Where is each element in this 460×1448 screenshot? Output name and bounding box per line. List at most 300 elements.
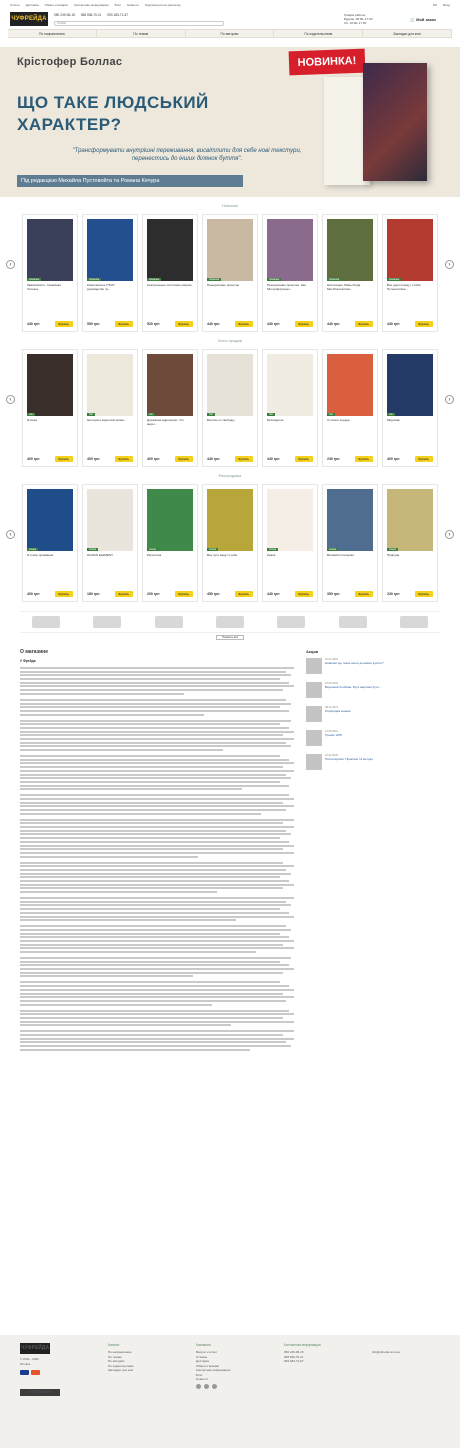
promo-link[interactable]: Психотерапія. Практики та методи: [325, 756, 373, 761]
top-link[interactable]: Новости: [127, 2, 139, 7]
top-link[interactable]: Обмен и возврат: [44, 2, 69, 7]
banner-editors: Під редакцією Михайла Пустовойта та Романа Кечура: [17, 175, 243, 187]
text-line: [20, 685, 294, 687]
product-card[interactable]: [142, 349, 198, 467]
buy-button[interactable]: Купить: [235, 591, 253, 597]
product-price: 400 грн: [147, 457, 160, 461]
product-card[interactable]: [202, 484, 258, 602]
top-link[interactable]: Подписаться на рассылку: [144, 2, 181, 7]
text-line: [20, 809, 286, 811]
text-paragraph: [20, 957, 294, 977]
carousel-prev-button[interactable]: ‹: [6, 530, 15, 539]
buy-button[interactable]: Купить: [295, 321, 313, 327]
carousel-prev-button[interactable]: ‹: [6, 260, 15, 269]
promo-thumbnail[interactable]: [306, 730, 322, 746]
text-line: [20, 972, 283, 974]
phone-2[interactable]: 068 536-70-11: [80, 12, 102, 17]
footer-company: [196, 1343, 264, 1440]
text-line: [20, 947, 294, 949]
product-tag: Хит: [29, 413, 34, 416]
text-paragraph: [20, 925, 294, 953]
brand-logo[interactable]: [93, 616, 121, 628]
schedule-sat: Сб: 10:00–17:00: [344, 21, 367, 25]
text-line: [20, 826, 294, 828]
text-line: [20, 887, 283, 889]
promo-link[interactable]: Розпродаж книжок: [325, 708, 351, 713]
footer: [0, 1335, 460, 1448]
text-line: [20, 703, 291, 705]
footer-link[interactable]: По направлению: [108, 1350, 132, 1354]
product-card[interactable]: [322, 484, 378, 602]
text-line: [20, 742, 286, 744]
product-price: 350 грн: [327, 592, 340, 596]
book-cover[interactable]: [387, 354, 433, 416]
product-title[interactable]: Настоящие Тайны Рода. Метаболические...: [327, 284, 362, 291]
book-cover[interactable]: [387, 219, 433, 281]
text-line: [20, 710, 289, 712]
promo-item[interactable]: [306, 658, 440, 674]
buy-button[interactable]: Купить: [295, 591, 313, 597]
text-line: [20, 869, 286, 871]
banner-author: Крістофер Боллас: [17, 56, 123, 68]
hero-banner[interactable]: [0, 47, 460, 197]
text-line: [20, 678, 280, 680]
promo-thumbnail[interactable]: [306, 682, 322, 698]
buy-button[interactable]: Купить: [175, 321, 193, 327]
text-line: [20, 802, 283, 804]
schedule-title: График работы:: [344, 13, 367, 17]
product-price: 440 грн: [267, 457, 280, 461]
product-card[interactable]: [202, 349, 258, 467]
product-card[interactable]: [262, 484, 318, 602]
product-card[interactable]: [202, 214, 258, 332]
buy-button[interactable]: Купить: [415, 456, 433, 462]
book-cover[interactable]: [27, 219, 73, 281]
product-card[interactable]: [82, 214, 138, 332]
product-bottom: [387, 321, 433, 327]
product-bottom: [267, 456, 313, 462]
carousel-next-button[interactable]: ›: [445, 530, 454, 539]
product-card[interactable]: [142, 484, 198, 602]
text-line: [20, 723, 280, 725]
text-line: [20, 884, 294, 886]
product-bottom: [27, 591, 73, 597]
text-line: [20, 944, 283, 946]
buy-button[interactable]: Купить: [415, 591, 433, 597]
product-card[interactable]: [22, 349, 78, 467]
text-paragraph: [20, 667, 294, 695]
product-title[interactable]: От всего сердца: [327, 419, 350, 422]
product-title[interactable]: HUMAN ELEMENT: [87, 554, 114, 557]
product-price: 440 грн: [207, 457, 220, 461]
product-bottom: [327, 321, 373, 327]
footer-link[interactable]: По авторам: [108, 1359, 125, 1363]
text-line: [20, 830, 286, 832]
brands-strip: [20, 611, 440, 633]
book-cover[interactable]: [87, 489, 133, 551]
text-line: [20, 1034, 283, 1036]
promo-thumbnail[interactable]: [306, 706, 322, 722]
promo-text: [325, 754, 373, 770]
text-line: [20, 936, 289, 938]
product-price: 230 грн: [387, 592, 400, 596]
product-tag: Хит: [269, 413, 274, 416]
buy-button[interactable]: Купить: [355, 456, 373, 462]
product-price: 440 грн: [387, 322, 400, 326]
brand-logo[interactable]: [32, 616, 60, 628]
product-title[interactable]: Комплексное ПТСР: руководство по...: [87, 284, 116, 291]
promo-item[interactable]: [306, 730, 440, 746]
footer-link[interactable]: Новости: [196, 1377, 208, 1381]
promo-date: 01.01.2023: [325, 658, 338, 661]
product-title[interactable]: Природа: [387, 554, 400, 557]
buy-button[interactable]: Купить: [55, 591, 73, 597]
product-tag: Акция: [149, 548, 157, 551]
product-card[interactable]: [22, 484, 78, 602]
promo-item[interactable]: [306, 682, 440, 698]
buy-button[interactable]: Купить: [55, 456, 73, 462]
product-price: 440 грн: [27, 322, 40, 326]
product-tag: Хит: [89, 413, 94, 416]
product-card[interactable]: [82, 349, 138, 467]
footer-link[interactable]: Обмен и возврат: [196, 1363, 220, 1368]
text-paragraph: [20, 1030, 294, 1050]
text-paragraph: [20, 897, 294, 921]
text-line: [20, 749, 223, 751]
text-line: [20, 912, 289, 914]
book-cover[interactable]: [87, 354, 133, 416]
promo-date: 08.12.2021: [325, 706, 338, 709]
product-card[interactable]: [82, 484, 138, 602]
footer-logo[interactable]: ЧУФРЕЙДА: [20, 1343, 50, 1354]
text-line: [20, 1045, 291, 1047]
book-cover[interactable]: [327, 354, 373, 416]
product-card[interactable]: [382, 349, 438, 467]
text-line: [20, 682, 289, 684]
text-line: [20, 813, 261, 815]
footer-link[interactable]: По издательствам: [108, 1363, 134, 1368]
book-cover[interactable]: [387, 489, 433, 551]
book-cover[interactable]: [207, 489, 253, 551]
buy-button[interactable]: Купить: [175, 456, 193, 462]
footer-link[interactable]: 068 536-70-11: [284, 1354, 304, 1359]
brand-logo[interactable]: [400, 616, 428, 628]
footer-brand: [20, 1343, 88, 1440]
text-line: [20, 706, 280, 708]
text-line: [20, 833, 291, 835]
buy-button[interactable]: Купить: [115, 456, 133, 462]
top-link[interactable]: Статьи: [10, 2, 20, 7]
footer-link[interactable]: 093 183-71-67: [284, 1359, 304, 1363]
text-line: [20, 837, 280, 839]
carousel-prev-button[interactable]: ‹: [6, 395, 15, 404]
footer-link[interactable]: Отзывы: [196, 1354, 207, 1359]
text-line: [20, 985, 289, 987]
text-line: [20, 777, 291, 779]
buy-button[interactable]: Купить: [115, 591, 133, 597]
product-bottom: [207, 456, 253, 462]
footer-link[interactable]: Блог: [196, 1372, 203, 1377]
buy-button[interactable]: Купить: [295, 456, 313, 462]
product-card[interactable]: [322, 349, 378, 467]
brand-logo[interactable]: [339, 616, 367, 628]
text-line: [20, 805, 294, 807]
promo-thumbnail[interactable]: [306, 754, 322, 770]
instagram-icon[interactable]: [204, 1384, 209, 1389]
product-price: 440 грн: [327, 322, 340, 326]
product-title[interactable]: Сексуальные состояния разума: [147, 284, 192, 287]
text-line: [20, 940, 294, 942]
product-tag: Новинка: [329, 278, 340, 281]
schedule-weekdays: Будние: 09:00–17:00: [344, 17, 373, 21]
product-title[interactable]: Все дороги ведут к себе. Путешествие...: [387, 284, 422, 291]
product-card[interactable]: [382, 214, 438, 332]
text-line: [20, 770, 294, 772]
product-carousel: [9, 349, 451, 467]
product-price: 400 грн: [27, 592, 40, 596]
promo-item[interactable]: [306, 754, 440, 770]
buy-button[interactable]: Купить: [235, 456, 253, 462]
article-subtitle: У Фрейда: [20, 659, 36, 663]
text-line: [20, 951, 256, 953]
nav-item[interactable]: По направлению: [8, 30, 97, 37]
text-line: [20, 1024, 231, 1026]
product-price: 440 грн: [267, 322, 280, 326]
text-line: [20, 699, 286, 701]
login-link[interactable]: Вход: [443, 2, 450, 7]
brand-logo[interactable]: [277, 616, 305, 628]
product-title[interactable]: Я и мое призвание: [27, 554, 54, 557]
social-icons: [196, 1384, 264, 1389]
text-line: [20, 908, 280, 910]
search-input[interactable]: Поиск: [54, 21, 224, 26]
product-title[interactable]: Я-кожа: [27, 419, 37, 422]
product-price: 400 грн: [87, 457, 100, 461]
telegram-icon[interactable]: [212, 1384, 217, 1389]
product-card[interactable]: [382, 484, 438, 602]
book-cover[interactable]: [27, 489, 73, 551]
top-link[interactable]: Доставка: [25, 2, 39, 7]
product-tag: Акция: [209, 548, 217, 551]
book-cover[interactable]: [147, 219, 193, 281]
buy-button[interactable]: Купить: [355, 591, 373, 597]
nav-item[interactable]: Закладки для книг: [363, 30, 452, 37]
promo-text: [325, 730, 342, 746]
product-title[interactable]: Душевная адресация. Что ведет...: [147, 419, 184, 426]
product-card[interactable]: [142, 214, 198, 332]
book-cover[interactable]: [327, 489, 373, 551]
cart-icon: 🛒: [410, 16, 415, 22]
brand-logo[interactable]: [216, 616, 244, 628]
text-line: [20, 759, 289, 761]
main-content: [20, 649, 440, 1055]
carousel-next-button[interactable]: ›: [445, 260, 454, 269]
text-line: [20, 1000, 286, 1002]
buy-button[interactable]: Купить: [415, 321, 433, 327]
banner-book-cover: [363, 63, 427, 181]
promo-thumbnail[interactable]: [306, 658, 322, 674]
footer-catalog-title: Каталог: [108, 1343, 120, 1347]
text-line: [20, 929, 291, 931]
product-title[interactable]: Мидлмас: [387, 419, 400, 422]
product-card[interactable]: [322, 214, 378, 332]
product-title[interactable]: Бегство от свободы: [207, 419, 235, 422]
product-title[interactable]: Бессмертие: [267, 419, 284, 422]
text-line: [20, 727, 289, 729]
product-tag: Акция: [329, 548, 337, 551]
product-bottom: [267, 591, 313, 597]
product-bottom: [327, 456, 373, 462]
book-cover[interactable]: [267, 354, 313, 416]
product-title[interactable]: На пороге взрослой жизни...: [87, 419, 127, 422]
footer-link[interactable]: Контактная информация: [196, 1368, 231, 1372]
logo[interactable]: ЧУФРЕЙДА: [10, 12, 48, 26]
text-line: [20, 1038, 294, 1040]
nav-item[interactable]: По темам: [97, 30, 186, 37]
book-cover[interactable]: [207, 354, 253, 416]
buy-button[interactable]: Купить: [175, 591, 193, 597]
text-line: [20, 996, 294, 998]
text-line: [20, 891, 217, 893]
phone-1[interactable]: 050 249-06-15: [54, 12, 75, 17]
promo-link[interactable]: Вероника Хлябова. Бути вартими бути...: [325, 684, 382, 689]
text-line: [20, 961, 280, 963]
product-carousel: [9, 484, 451, 602]
text-line: [20, 720, 291, 722]
top-link[interactable]: Контактная информация: [74, 2, 109, 7]
product-price: 400 грн: [27, 457, 40, 461]
product-tag: Хит: [329, 413, 334, 416]
product-bottom: [207, 591, 253, 597]
phone-3[interactable]: 093 183-71-67: [107, 12, 128, 17]
buy-button[interactable]: Купить: [115, 321, 133, 327]
book-cover[interactable]: [147, 489, 193, 551]
mastercard-icon: [31, 1370, 40, 1375]
product-bottom: [27, 321, 73, 327]
top-link[interactable]: Блог: [114, 2, 122, 7]
product-title[interactable]: Великий потенциал: [327, 554, 355, 557]
article-body: [20, 667, 294, 1051]
footer-link[interactable]: По темам: [108, 1354, 122, 1359]
carousel-next-button[interactable]: ›: [445, 395, 454, 404]
nav-item[interactable]: По авторам: [186, 30, 275, 37]
product-tag: Хит: [209, 413, 214, 416]
product-cards: [22, 349, 438, 467]
text-line: [20, 1013, 294, 1015]
product-cards: [22, 214, 438, 332]
product-title[interactable]: Все пути ведут к себе: [207, 554, 238, 557]
product-title[interactable]: Преодоление прошлое: [207, 284, 240, 287]
footer-company-title: Компания: [196, 1343, 211, 1347]
show-all-button[interactable]: Показать всё: [216, 635, 244, 640]
text-line: [20, 876, 280, 878]
footer-link[interactable]: Закладки для книг: [108, 1368, 134, 1372]
book-cover[interactable]: [147, 354, 193, 416]
lang-switch[interactable]: RU: [432, 2, 438, 7]
promo-item[interactable]: [306, 706, 440, 722]
product-tag: Новинка: [89, 278, 100, 281]
product-title[interactable]: Зависимость. Семейная болезнь: [27, 284, 61, 291]
text-line: [20, 848, 283, 850]
buy-button[interactable]: Купить: [355, 321, 373, 327]
text-paragraph: [20, 794, 294, 814]
cart-button[interactable]: [410, 17, 450, 22]
horoshop-badge[interactable]: ХОРОШОП: [20, 1389, 60, 1396]
email-link[interactable]: info@ufreida.com.ua: [372, 1350, 400, 1354]
text-line: [20, 1017, 283, 1019]
banner-badge: НОВИНКА!: [289, 49, 366, 76]
buy-button[interactable]: Купить: [235, 321, 253, 327]
footer-contacts: [284, 1343, 352, 1440]
promo-text: [325, 706, 351, 722]
text-line: [20, 856, 198, 858]
product-price: 520 грн: [147, 322, 160, 326]
text-line: [20, 1049, 250, 1051]
product-bottom: [87, 591, 133, 597]
footer-link[interactable]: Доставка: [196, 1359, 209, 1363]
footer-link[interactable]: 050 249-06-15: [284, 1350, 304, 1354]
product-tag: Акция: [269, 548, 277, 551]
product-bottom: [87, 456, 133, 462]
product-card[interactable]: [262, 349, 318, 467]
text-line: [20, 714, 204, 716]
promo-sidebar: [306, 649, 440, 1055]
book-cover[interactable]: [27, 354, 73, 416]
book-cover[interactable]: [327, 219, 373, 281]
nav-item[interactable]: По издательствам: [274, 30, 363, 37]
book-cover[interactable]: [267, 219, 313, 281]
text-line: [20, 975, 193, 977]
buy-button[interactable]: Купить: [55, 321, 73, 327]
footer-catalog: [108, 1343, 176, 1440]
text-line: [20, 781, 280, 783]
text-line: [20, 774, 286, 776]
product-price: 230 грн: [327, 457, 340, 461]
text-line: [20, 766, 283, 768]
facebook-icon[interactable]: [196, 1384, 201, 1389]
product-title[interactable]: Регрессия: [147, 554, 162, 557]
product-bottom: [147, 321, 193, 327]
section-title: Распродажа: [218, 473, 242, 478]
promo-link[interactable]: Тренінг НЛП: [325, 732, 343, 737]
product-bottom: [327, 591, 373, 597]
promo-link[interactable]: Новинки где такие книги дешевле купить?: [325, 660, 384, 665]
product-title[interactable]: Краса: [267, 554, 276, 557]
product-price: 450 грн: [207, 592, 220, 596]
text-line: [20, 674, 291, 676]
text-line: [20, 819, 294, 821]
footer-link[interactable]: Вопрос и ответ: [196, 1350, 217, 1354]
brand-logo[interactable]: [155, 616, 183, 628]
product-title[interactable]: Преодоление прошлое. Как Мнтерфокусных...: [267, 284, 306, 291]
text-line: [20, 794, 289, 796]
book-cover[interactable]: [207, 219, 253, 281]
product-price: 400 грн: [387, 457, 400, 461]
book-cover[interactable]: [87, 219, 133, 281]
text-line: [20, 762, 294, 764]
product-price: 440 грн: [207, 322, 220, 326]
about-article: [20, 649, 294, 1055]
text-line: [20, 731, 294, 733]
product-bottom: [147, 591, 193, 597]
payment-icons: [20, 1370, 88, 1375]
product-price: 180 грн: [87, 592, 100, 596]
product-card[interactable]: [262, 214, 318, 332]
book-cover[interactable]: [267, 489, 313, 551]
text-line: [20, 1041, 286, 1043]
sidebar-title: Акции: [306, 649, 319, 654]
product-card[interactable]: [22, 214, 78, 332]
